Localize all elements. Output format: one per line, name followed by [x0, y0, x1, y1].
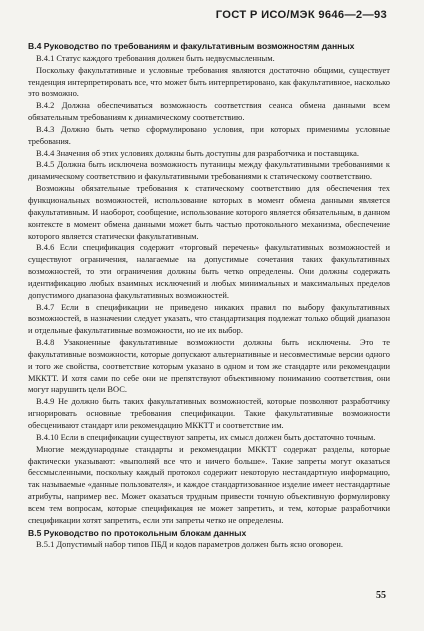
- paragraph: В.4.2 Должна обеспечиваться возможность соответствия сеанса обмена данными всем обязательным требованиям к динамическому соответствию.: [28, 100, 390, 123]
- paragraph: В.4.1 Статус каждого требования должен быть недвусмысленным.: [36, 52, 275, 63]
- paragraph: В.5.1 Допустимый набор типов ПБД и кодов параметров должен быть ясно оговорен.: [36, 539, 343, 550]
- section-heading-b5: В.5 Руководство по протокольным блокам данных: [28, 527, 247, 538]
- paragraph: В.4.6 Если спецификация содержит «торговый перечень» факультативных возможностей и существуют ограничения, налагаемые на допустимые сочетания таких факультативных возможностей, то эти ограничения должны быть четко определены. Они должны содержать идентификацию любых взаимных исключений и любых минимальных и максимальных пределов допустимого диапазона факультативных возможностей.: [28, 242, 390, 300]
- page-body: [28, 41, 390, 551]
- paragraph: Возможны обязательные требования к статическому соответствию для обеспечения тех функциональных возможностей, использование которых в момент обмена данными является факультативным. И наоборот, сообщение, использование которого является обязательным, в данном контексте в момент обмена данными может быть частью протокольного механизма, обеспечение которого является статически факультативным.: [28, 183, 390, 241]
- page-number: 55: [376, 590, 386, 601]
- paragraph: Поскольку факультативные и условные требования являются достаточно общими, существует тенденция интерпретировать все, что может быть интерпретировано, как факультативное, насколько это возможно.: [28, 64, 390, 99]
- paragraph: В.4.9 Не должно быть таких факультативных возможностей, которые позволяют разработчику игнорировать основные требования спецификации. Такие факультативные возможности обесценивают стандарт или рекомендацию МККТТ и соответствие им.: [28, 396, 390, 430]
- paragraph: В.4.3 Должно быть четко сформулировано условия, при которых применимы условные требования.: [28, 123, 390, 146]
- paragraph: В.4.7 Если в спецификации не приведено никаких правил по выбору факультативных возможностей, в назначении следует указать, что стандартизация подлежат только общий диапазон и отдельные факультативные возможности, но не их выбор.: [28, 301, 390, 336]
- section-heading-b4: В.4 Руководство по требованиям и факультативным возможностям данных: [28, 41, 355, 51]
- paragraph: Многие международные стандарты и рекомендации МККТТ содержат разделы, которые фактически указывают: «выполняй все что и ничего больше». Такие запреты могут оказаться бессмысленными, поскольку каждый протокол содержит некоторую нестандартную информацию, так называемые «данные пользователя», и каждое стандартизованное изделие имеет нестандартные атрибуты, например вес. Может оказаться трудным привести точную объективную формулировку всем тем вопросам, которые спецификация не может запретить, и тем, которые разработчики спецификации хотят запретить, если эти запреты четко не определены.: [28, 443, 390, 525]
- paragraph: В.4.8 Узаконенные факультативные возможности должны быть исключены. Это те факультативные возможности, которые допускают альтернативные и несовместимые версии одного и того же свойства, соответствие которым указано в одном и том же стандарте или рекомендации МККТТ. И хотя сами по себе они не препятствуют объективному пониманию соответствия, они могут нарушить цели ВОС.: [28, 337, 390, 395]
- paragraph: В.4.4 Значения об этих условиях должны быть доступны для разработчика и поставщика.: [36, 147, 359, 158]
- paragraph: В.4.5 Должна быть исключена возможность путаницы между факультативными требованиями к динамическому соответствию и факультативными требованиями к статическому соответствию.: [28, 159, 390, 182]
- page-header: ГОСТ Р ИСО/МЭК 9646—2—93: [215, 9, 387, 21]
- paragraph: В.4.10 Если в спецификации существуют запреты, их смысл должен быть достаточно точным.: [36, 431, 376, 442]
